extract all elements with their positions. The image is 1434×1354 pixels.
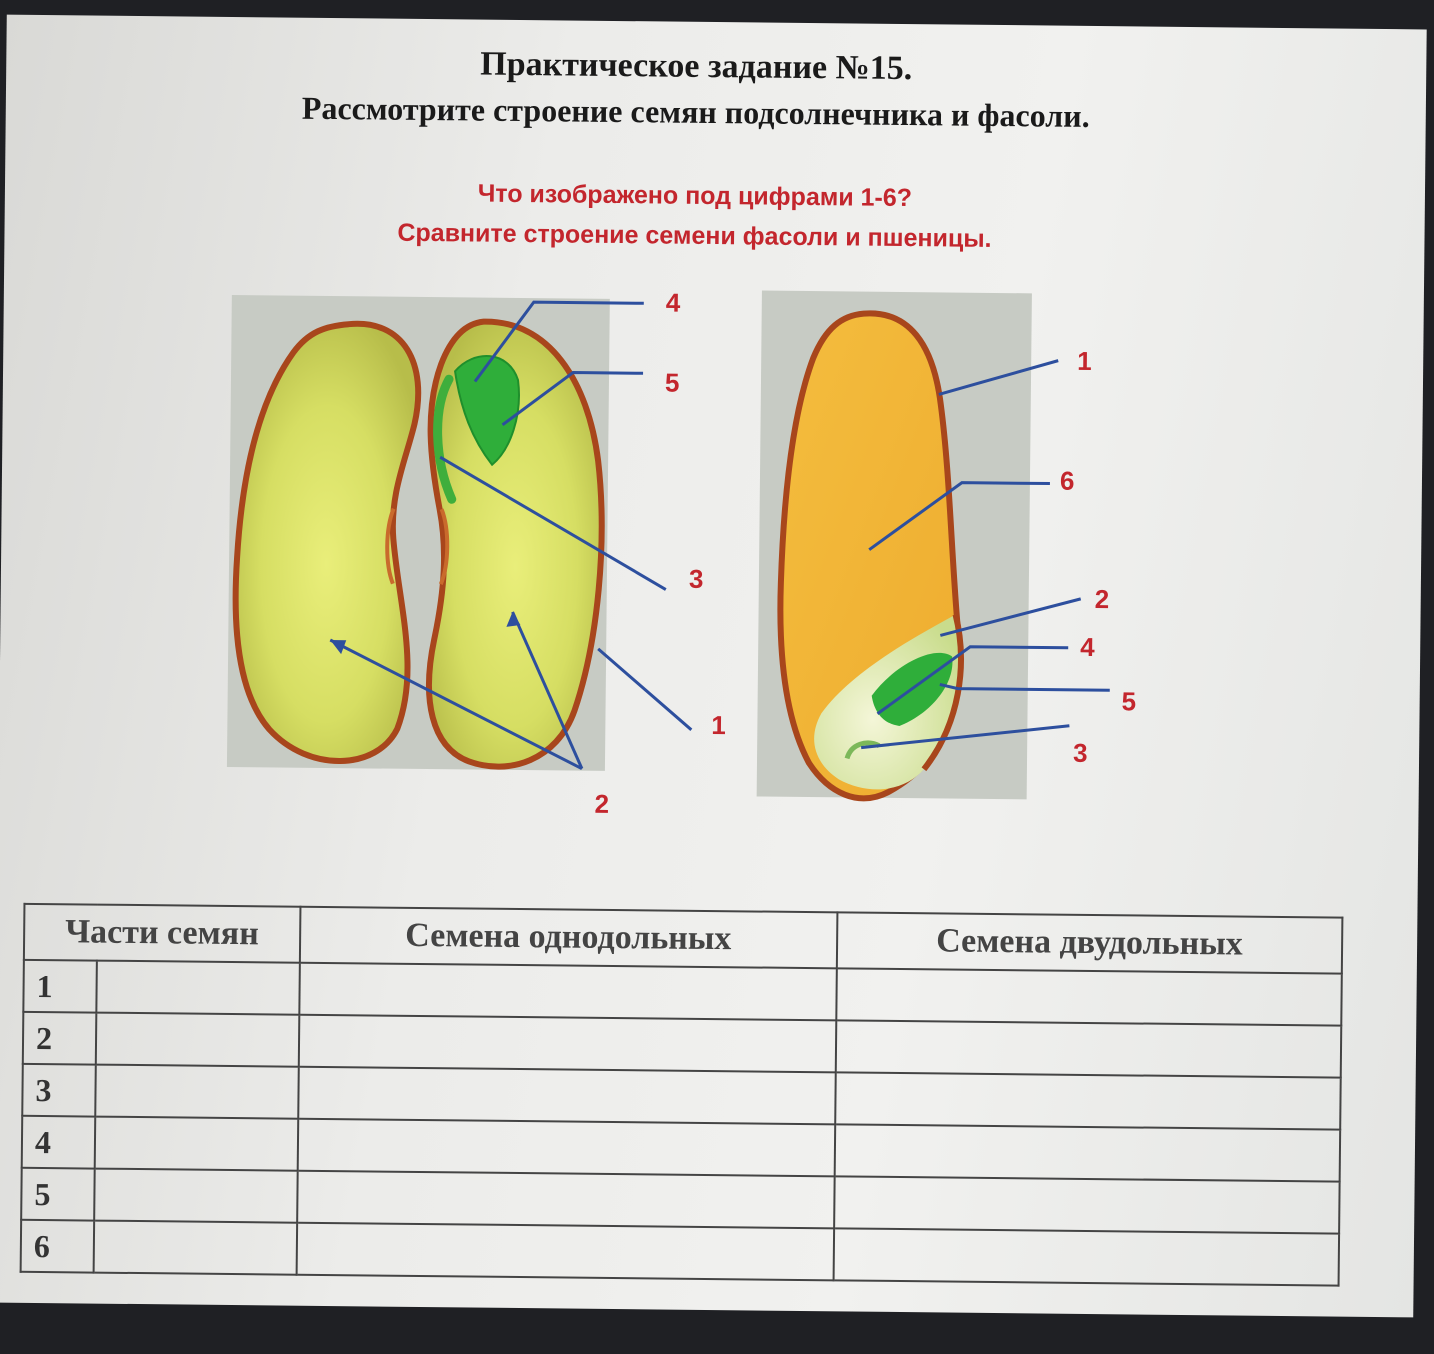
row-number: 1 [23,960,97,1013]
question-line-1: Что изображено под цифрами 1-6? [477,179,913,213]
row-number: 6 [21,1220,95,1273]
row-number: 4 [22,1116,96,1169]
dicot-cell[interactable] [836,968,1342,1025]
row-number: 3 [22,1064,96,1117]
wheat-label-2: 2 [1094,584,1110,615]
part-cell[interactable] [94,1221,297,1275]
wheat-label-4: 4 [1080,631,1095,663]
monocot-cell[interactable] [297,1119,835,1177]
worksheet-page [0,15,1427,1318]
dicot-cell[interactable] [834,1176,1340,1233]
header-monocot-seeds: Семена однодольных [300,907,838,969]
monocot-cell[interactable] [297,1171,835,1229]
part-cell[interactable] [95,1117,298,1171]
monocot-cell[interactable] [298,1015,836,1073]
part-cell[interactable] [96,1013,299,1067]
part-cell[interactable] [96,961,299,1015]
part-cell[interactable] [95,1065,298,1119]
row-number: 5 [21,1168,95,1221]
bean-label-4: 4 [665,287,681,318]
wheat-label-3: 3 [1072,737,1088,768]
dicot-cell[interactable] [835,1072,1341,1129]
bean-label-1: 1 [711,710,727,741]
wheat-label-1: 1 [1077,345,1092,376]
seed-parts-table [20,903,1344,1287]
question-line-2: Сравните строение семени фасоли и пшеницы. [397,218,992,253]
bean-label-3: 3 [688,563,704,594]
row-number: 2 [23,1012,97,1065]
bean-label-2: 2 [594,788,610,819]
seed-diagrams [0,15,1427,910]
wheat-seed-diagram [757,291,1141,802]
wheat-label-6: 6 [1059,465,1075,496]
header-dicot-seeds: Семена двудольных [837,912,1343,973]
bean-seed-diagram [226,283,730,820]
dicot-cell[interactable] [834,1124,1340,1181]
page-title: Практическое задание №15. [480,45,913,88]
bean-label-5: 5 [664,367,680,398]
part-cell[interactable] [94,1169,297,1223]
wheat-label-5: 5 [1121,686,1137,717]
monocot-cell[interactable] [299,963,837,1021]
dicot-cell[interactable] [833,1228,1339,1285]
monocot-cell[interactable] [296,1223,834,1281]
monocot-cell[interactable] [298,1067,836,1125]
header-seed-parts: Части семян [24,904,300,963]
dicot-cell[interactable] [835,1020,1341,1077]
page-subtitle: Рассмотрите строение семян подсолнечника и фасоли. [301,89,1090,134]
